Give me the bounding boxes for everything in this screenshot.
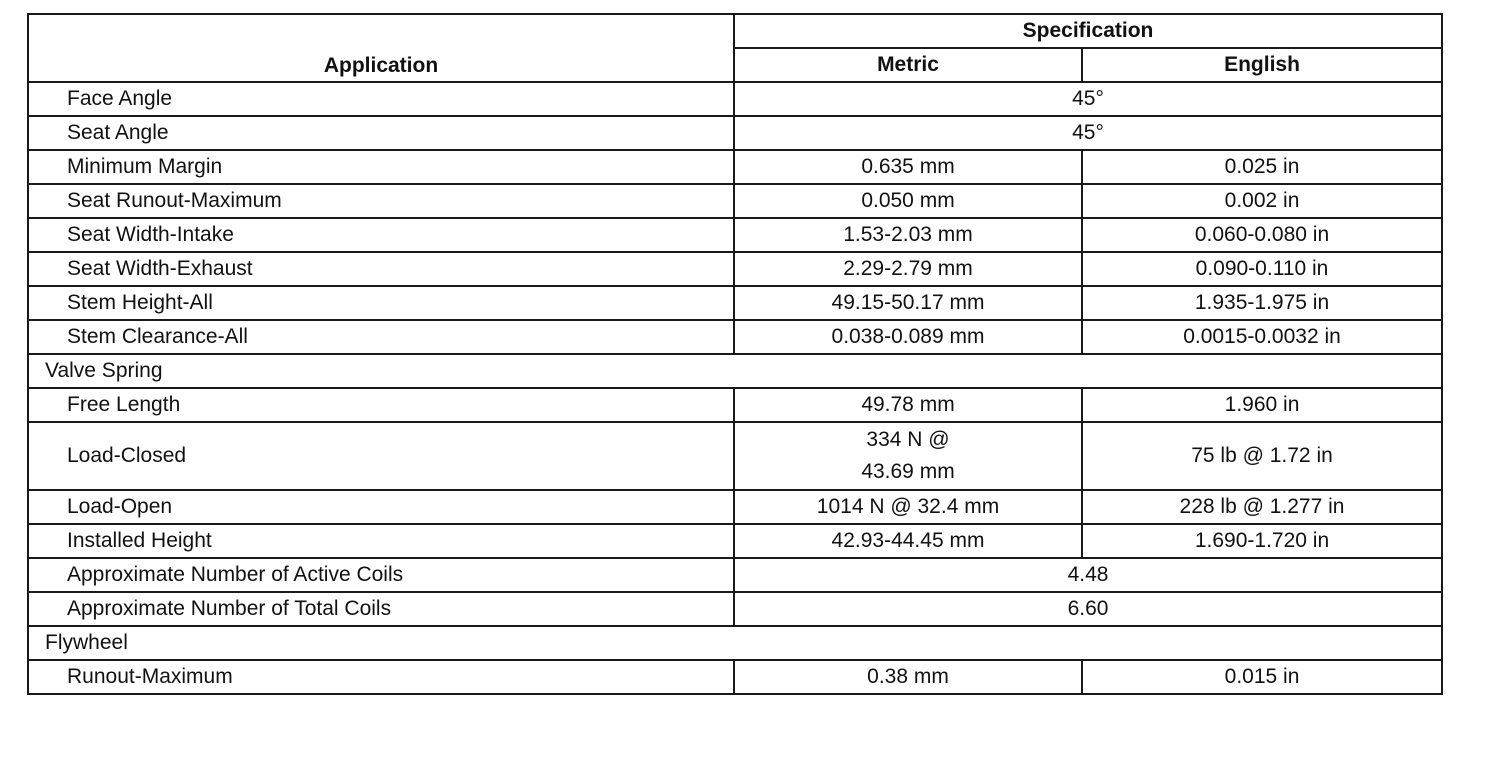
table-row	[28, 490, 1442, 524]
row-value-english: 0.060-0.080 in	[1082, 218, 1442, 252]
row-value-metric: 0.038-0.089 mm	[734, 320, 1082, 354]
row-value-metric: 1.53-2.03 mm	[734, 218, 1082, 252]
row-value-metric: 0.38 mm	[734, 660, 1082, 694]
metric-value-line-1: 334 N @	[866, 428, 950, 451]
row-value-english: 75 lb @ 1.72 in	[1082, 422, 1442, 490]
row-label: Seat Angle	[28, 116, 734, 150]
row-label: Face Angle	[28, 82, 734, 116]
row-label: Seat Runout-Maximum	[28, 184, 734, 218]
row-value-metric	[734, 422, 1082, 490]
row-label: Installed Height	[28, 524, 734, 558]
row-label: Approximate Number of Total Coils	[28, 592, 734, 626]
metric-header: Metric	[734, 48, 1082, 82]
section-row	[28, 354, 1442, 388]
metric-value-line-2: 43.69 mm	[861, 460, 955, 483]
row-label: Approximate Number of Active Coils	[28, 558, 734, 592]
row-value-english: 228 lb @ 1.277 in	[1082, 490, 1442, 524]
table-row	[28, 218, 1442, 252]
row-value-english: 0.002 in	[1082, 184, 1442, 218]
row-value-english: 0.015 in	[1082, 660, 1442, 694]
table-row	[28, 592, 1442, 626]
row-value-metric: 49.78 mm	[734, 388, 1082, 422]
row-label: Minimum Margin	[28, 150, 734, 184]
row-label: Seat Width-Exhaust	[28, 252, 734, 286]
row-value-metric: 0.635 mm	[734, 150, 1082, 184]
row-label: Free Length	[28, 388, 734, 422]
specification-table	[27, 13, 1443, 695]
row-value-english: 1.690-1.720 in	[1082, 524, 1442, 558]
table-row	[28, 252, 1442, 286]
row-value-metric: 0.050 mm	[734, 184, 1082, 218]
row-label: Load-Open	[28, 490, 734, 524]
specification-header: Specification	[734, 14, 1442, 48]
section-label-valve-spring: Valve Spring	[28, 354, 1442, 388]
row-value-combined: 6.60	[734, 592, 1442, 626]
row-value-metric: 1014 N @ 32.4 mm	[734, 490, 1082, 524]
row-value-metric: 49.15-50.17 mm	[734, 286, 1082, 320]
table-row	[28, 660, 1442, 694]
row-label: Runout-Maximum	[28, 660, 734, 694]
table-row	[28, 388, 1442, 422]
section-label-flywheel: Flywheel	[28, 626, 1442, 660]
table-row	[28, 150, 1442, 184]
row-value-english: 0.090-0.110 in	[1082, 252, 1442, 286]
row-value-english: 0.025 in	[1082, 150, 1442, 184]
row-value-english: 1.960 in	[1082, 388, 1442, 422]
section-row	[28, 626, 1442, 660]
row-value-english: 1.935-1.975 in	[1082, 286, 1442, 320]
row-value-metric: 2.29-2.79 mm	[734, 252, 1082, 286]
table-row	[28, 422, 1442, 490]
row-value-english: 0.0015-0.0032 in	[1082, 320, 1442, 354]
table-row	[28, 82, 1442, 116]
table-row	[28, 558, 1442, 592]
row-value-metric: 42.93-44.45 mm	[734, 524, 1082, 558]
table-row	[28, 116, 1442, 150]
row-label: Load-Closed	[28, 422, 734, 490]
english-header: English	[1082, 48, 1442, 82]
row-value-combined: 45°	[734, 116, 1442, 150]
row-label: Stem Height-All	[28, 286, 734, 320]
table-row	[28, 320, 1442, 354]
table-row	[28, 286, 1442, 320]
application-header: Application	[28, 14, 734, 82]
row-value-combined: 4.48	[734, 558, 1442, 592]
table-row	[28, 524, 1442, 558]
row-value-combined: 45°	[734, 82, 1442, 116]
row-label: Seat Width-Intake	[28, 218, 734, 252]
header-row-1	[28, 14, 1442, 48]
row-label: Stem Clearance-All	[28, 320, 734, 354]
table-row	[28, 184, 1442, 218]
